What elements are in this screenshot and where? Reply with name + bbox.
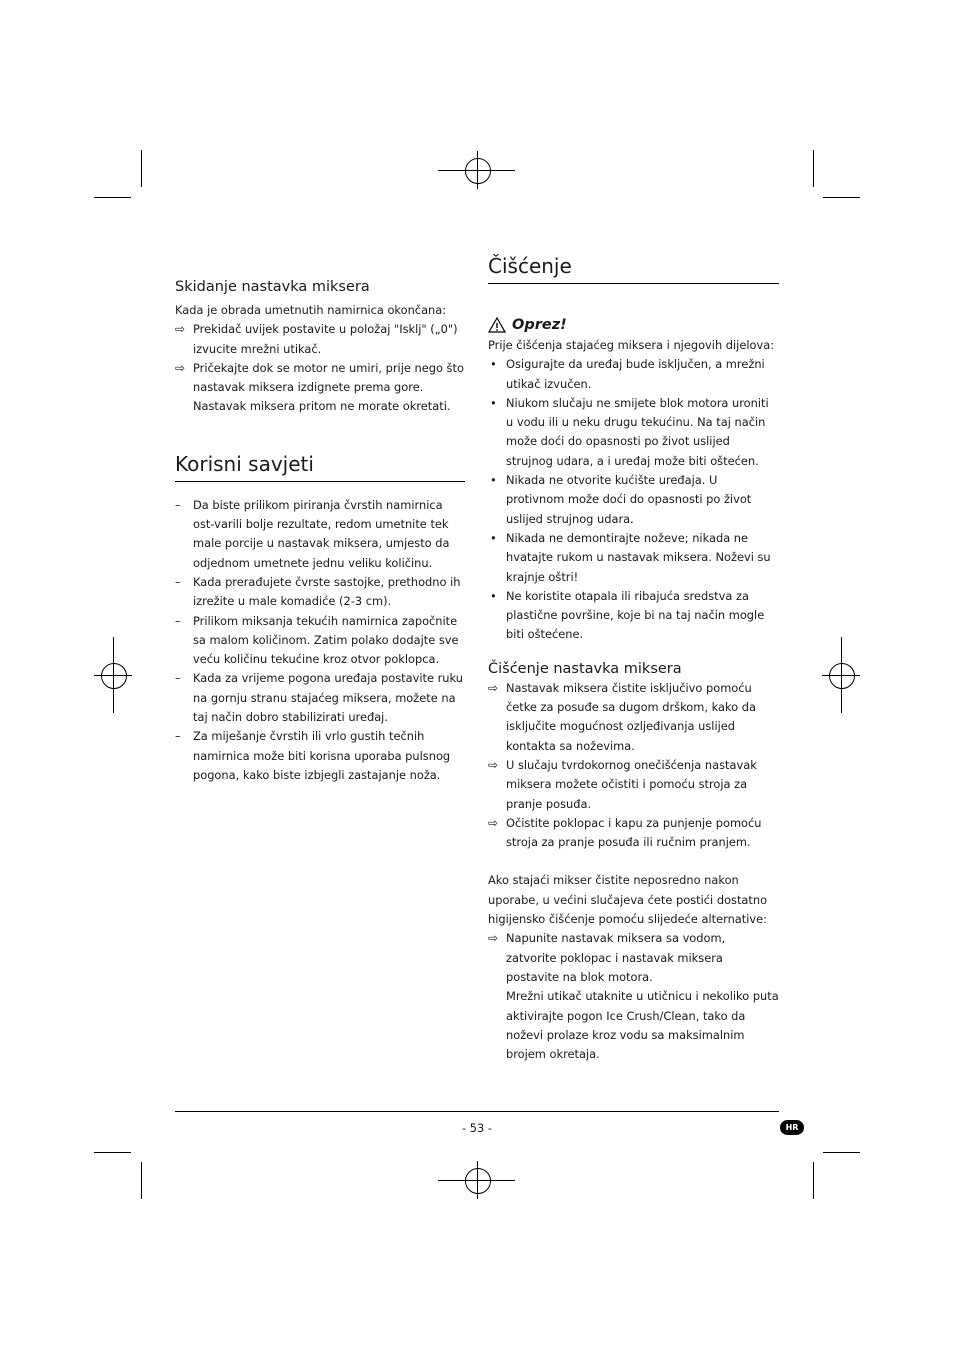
section-heading-tips: Korisni savjeti: [175, 451, 465, 482]
section-intro: Kada je obrada umetnutih namirnica okončana:: [175, 303, 447, 317]
step-text: U slučaju tvrdokornog onečišćenja nastavak miksera možete očistiti i pomoću stroja za pranje posuđa.: [506, 757, 757, 811]
step-text: Očistite poklopac i kapu za punjenje pomoću stroja za pranje posuđa ili ručnim pranjem.: [506, 815, 762, 850]
dash-marker: –: [175, 729, 181, 744]
tip-text: Za miješanje čvrstih ili vrlo gustih tečnih namirnica može biti korisna uporaba pulsnog pogona, kako biste izbjegli zastajanje noža.: [193, 729, 451, 782]
step-text: Prekidač uvijek postavite u položaj "Isklj" („0") izvucite mrežni utikač.: [193, 322, 458, 356]
step-continuation: Mrežni utikač utaknite u utičnicu i nekoliko puta aktivirajte pogon Ice Crush/Clean, tako da noževi prolaze kroz vodu sa maksimalnim brojem okretaja.: [506, 989, 779, 1062]
arrow-right-icon: ⇨: [488, 680, 499, 695]
crop-mark: [141, 1162, 142, 1199]
tip-item: [175, 727, 465, 785]
step-text: Nastavak miksera čistite isključivo pomoću četke za posuđe sa dugom drškom, kako da isključite mogućnost ozljeđivanja uslijed kontakta sa noževima.: [506, 680, 756, 753]
caution-text: Ne koristite otapala ili ribajuća sredstva za plastične površine, koje bi na taj način mogle biti oštećene.: [506, 588, 765, 642]
section-heading-clean-attachment: Čišćenje nastavka miksera: [488, 660, 682, 677]
arrow-right-icon: ⇨: [488, 757, 499, 772]
tip-item: [175, 669, 465, 727]
crop-mark: [813, 1162, 814, 1199]
arrow-right-icon: ⇨: [175, 360, 186, 375]
crop-mark: [94, 197, 131, 198]
crop-mark: [141, 150, 142, 187]
arrow-right-icon: ⇨: [488, 931, 499, 946]
caution-text: Nikada ne demontirajte noževe; nikada ne hvatajte rukom u nastavak miksera. Noževi su krajnje oštri!: [506, 530, 771, 584]
footer-divider: [175, 1111, 779, 1112]
tip-item: [175, 612, 465, 670]
step-item: [488, 929, 779, 987]
crop-mark: [823, 1152, 860, 1153]
caution-list: [488, 355, 779, 644]
step-item: [488, 756, 779, 814]
left-column: [175, 277, 465, 785]
caution-text: Niukom slučaju ne smijete blok motora uroniti u vodu ili u neku drugu tekućinu. Na taj način može doći do opasnosti po život uslijed strujnog udara, a i uređaj može biti oštećen.: [506, 395, 769, 468]
language-badge: HR: [780, 1120, 804, 1135]
tip-item: [175, 496, 465, 573]
section-heading-remove-attachment: Skidanje nastavka miksera: [175, 279, 370, 295]
tip-text: Prilikom miksanja tekućih namirnica započnite sa malom količinom. Zatim polako dodajte sve veću količinu tekućine kroz otvor poklopca.: [193, 613, 459, 667]
tip-item: [175, 573, 465, 612]
arrow-right-icon: ⇨: [488, 815, 499, 830]
bullet-marker: •: [490, 395, 497, 410]
dash-marker: –: [175, 613, 181, 628]
warning-triangle-icon: [488, 317, 506, 333]
bullet-marker: •: [490, 588, 497, 603]
page-number: - 53 -: [462, 1121, 492, 1135]
step-text: Napunite nastavak miksera sa vodom, zatvorite poklopac i nastavak miksera postavite na blok motora.: [506, 931, 726, 984]
step-item: [175, 320, 465, 359]
alternative-intro: Ako stajaći mikser čistite neposredno nakon uporabe, u većini slučajeva ćete postići dostatno higijensko čišćenje pomoću slijedeće alternative:: [488, 873, 768, 927]
caution-text: Nikada ne otvorite kućište uređaja. U protivnom može doći do opasnosti po život uslijed strujnog udara.: [506, 473, 752, 526]
bullet-marker: •: [490, 530, 497, 545]
caution-heading: [488, 314, 779, 336]
step-text: Pričekajte dok se motor ne umiri, prije nego što nastavak miksera izdignete prema gore. Nastavak miksera pritom ne morate okretati.: [193, 360, 464, 414]
dash-marker: –: [175, 497, 181, 512]
section-heading-cleaning: Čišćenje: [488, 253, 779, 284]
dash-marker: –: [175, 574, 181, 589]
crop-mark: [94, 1152, 131, 1153]
crop-mark: [823, 197, 860, 198]
caution-item: [488, 394, 779, 471]
crop-mark: [813, 150, 814, 187]
caution-item: [488, 529, 779, 587]
tip-text: Kada za vrijeme pogona uređaja postavite ruku na gornju stranu stajaćeg miksera, možete na taj način dobro stabilizirati uređaj.: [193, 671, 463, 725]
step-item: [488, 679, 779, 756]
bullet-marker: •: [490, 473, 497, 488]
dash-marker: –: [175, 671, 181, 686]
tips-list: [175, 496, 465, 785]
tip-text: Kada prerađujete čvrste sastojke, prethodno ih izrežite u male komadiće (2-3 cm).: [193, 574, 461, 609]
caution-item: [488, 587, 779, 645]
step-item: [175, 359, 465, 417]
arrow-right-icon: ⇨: [175, 322, 186, 337]
step-item: [488, 814, 779, 853]
tip-text: Da biste prilikom piriranja čvrstih namirnica ost-varili bolje rezultate, redom umetnite tek male porcije u nastavak miksera, umjesto da odjednom umetnete jednu veliku količinu.: [193, 497, 450, 570]
caution-text: Osigurajte da uređaj bude isključen, a mrežni utikač izvučen.: [506, 357, 765, 391]
caution-item: [488, 471, 779, 529]
caution-item: [488, 355, 779, 394]
bullet-marker: •: [490, 357, 497, 372]
caution-intro: Prije čišćenja stajaćeg miksera i njegovih dijelova:: [488, 338, 775, 352]
caution-label: Oprez!: [512, 317, 567, 333]
right-column: [488, 253, 779, 1064]
